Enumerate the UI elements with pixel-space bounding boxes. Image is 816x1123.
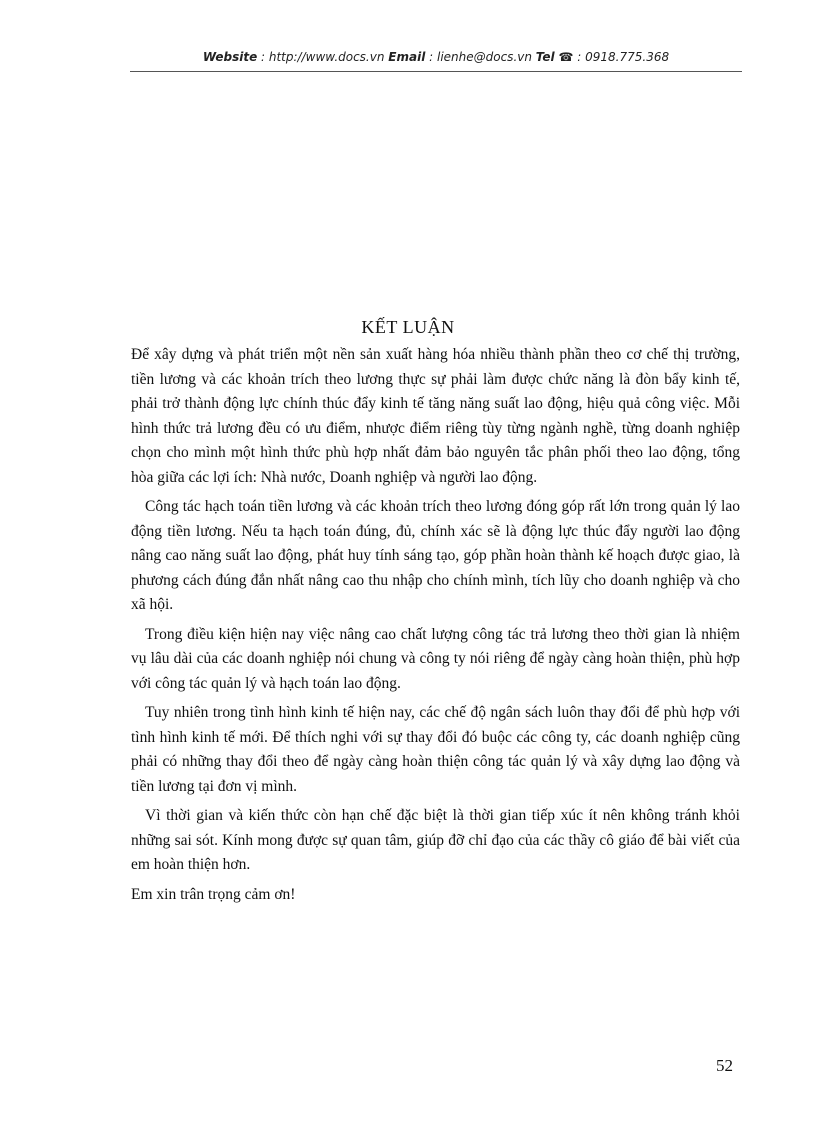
- paragraph-4: Tuy nhiên trong tình hình kinh tế hiện nay, các chế độ ngân sách luôn thay đổi để phù hợp với tình hình kinh tế mới. Để thích nghi với sự thay đổi đó buộc các công ty, các doanh nghiệp cũng phải có những thay đổi theo để ngày càng hoàn thiện công tác quản lý và xây dựng lao động và tiền lương tại đơn vị mình.: [131, 704, 740, 795]
- closing-line: Em xin trân trọng cảm ơn!: [131, 885, 296, 903]
- page-number: 52: [716, 1056, 733, 1075]
- tel-label: Tel: [535, 50, 555, 64]
- paragraph-1: Để xây dựng và phát triển một nền sản xuất hàng hóa nhiều thành phần theo cơ chế thị trường, tiền lương và các khoản trích theo lương thực sự phải làm được chức năng là đòn bẩy kinh tế, phải trở thành động lực chính thúc đẩy kinh tế tăng năng suất lao động, hiệu quả công việc. Mỗi hình thức trả lương đều có ưu điểm, nhược điểm riêng tùy từng ngành nghề, từng doanh nghiệp chọn cho mình một hình thức phù hợp nhất đảm bảo nguyên tắc phân phối theo lao động, tổng hòa giữa các lợi ích: Nhà nước, Doanh nghiệp và người lao động.: [131, 346, 740, 486]
- paragraph-3: Trong điều kiện hiện nay việc nâng cao chất lượng công tác trả lương theo thời gian là nhiệm vụ lâu dài của các doanh nghiệp nói chung và công ty nói riêng để ngày càng hoàn thiện, phù hợp với công tác quản lý và hạch toán lao động.: [131, 625, 740, 692]
- tel-value: : 0918.775.368: [573, 50, 670, 64]
- email-value: : lienhe@docs.vn: [425, 50, 536, 64]
- paragraph-5: Vì thời gian và kiến thức còn hạn chế đặc biệt là thời gian tiếp xúc ít nên không tránh khỏi những sai sót. Kính mong được sự quan tâm, giúp đỡ chỉ đạo của các thầy cô giáo để bài viết của em hoàn thiện hơn.: [131, 807, 740, 873]
- document-body: [131, 343, 740, 912]
- website-value: : http://www.docs.vn: [257, 50, 389, 64]
- website-label: Website: [202, 50, 258, 64]
- email-label: Email: [388, 50, 426, 64]
- phone-icon: ☎: [558, 50, 574, 64]
- page-header: [130, 50, 742, 64]
- page-title: KẾT LUẬN: [361, 317, 455, 337]
- header-divider: [130, 71, 742, 72]
- paragraph-2: Công tác hạch toán tiền lương và các khoản trích theo lương đóng góp rất lớn trong quản lý lao động tiền lương. Nếu ta hạch toán đúng, đủ, chính xác sẽ là động lực thúc đẩy người lao động nâng cao năng suất lao động, phát huy tính sáng tạo, góp phần hoàn thành kế hoạch được giao, là phương cách đúng đắn nhất nâng cao thu nhập cho chính mình, tích lũy cho doanh nghiệp và cho xã hội.: [131, 498, 740, 613]
